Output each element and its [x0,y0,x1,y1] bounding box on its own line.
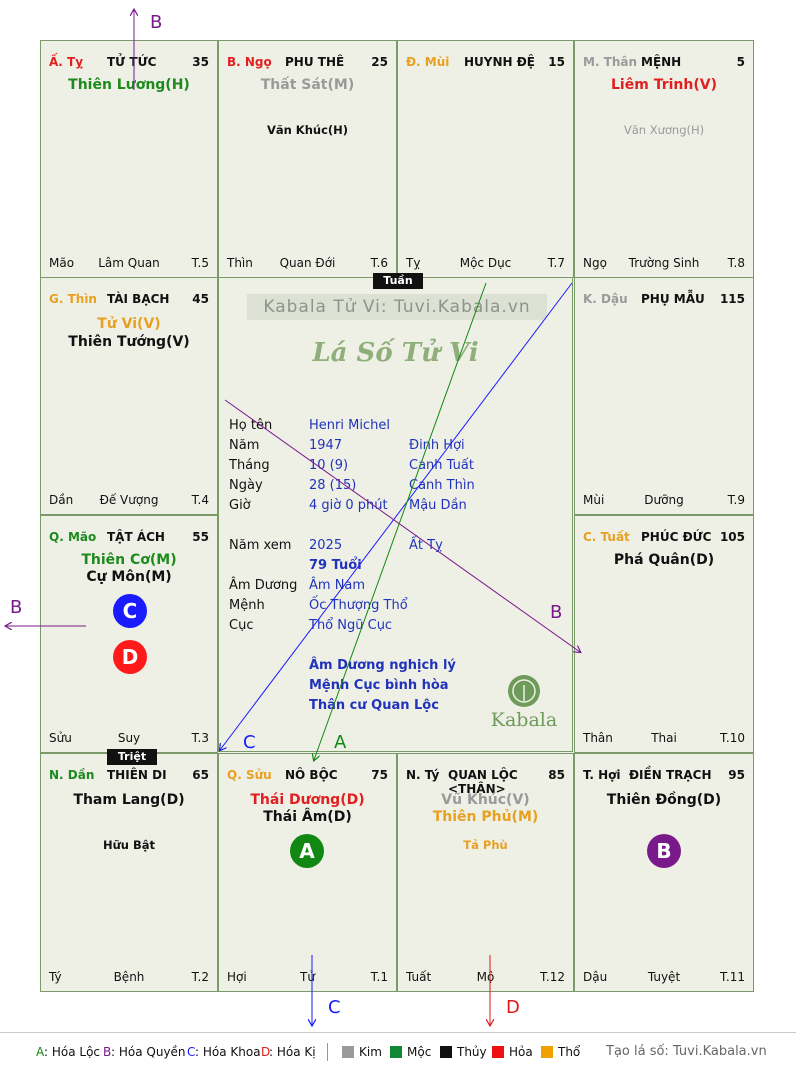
palace-name: TẬT ÁCH [107,530,165,544]
branch: Thìn [227,256,253,270]
palace-name: PHỤ MẪU [641,292,705,306]
can-chi: C. Tuất [583,530,630,544]
note-1: Âm Dương nghịch lý [309,658,456,673]
branch: Mão [49,256,75,270]
palace-name: THIÊN DI [107,768,167,782]
branch: Ngọ [583,256,607,270]
can-chi: Đ. Mùi [406,55,450,69]
stage: Quan Đới [279,256,336,270]
triet-marker: Triệt [107,749,157,765]
value-am-duong: Âm Nam [309,578,366,593]
value-year-view: 2025 [309,538,343,553]
main-star: Phá Quân(D) [613,552,715,568]
tuan-index: T.4 [191,493,209,507]
can-chi: N. Dần [49,768,95,782]
tuan-index: T.9 [727,493,745,507]
main-star: Liêm Trinh(V) [611,77,717,93]
stage: Tử [300,970,315,984]
value-age: 79 Tuổi [309,558,362,573]
brand-banner: Kabala Tử Vi: Tuvi.Kabala.vn [247,294,547,320]
value-day-can: Canh Thìn [409,478,475,493]
minor-star: Tả Phù [463,838,508,852]
can-chi: Q. Sửu [227,768,272,782]
arrow-label-a-diag: A [334,732,347,753]
label-year: Năm [229,438,260,453]
tuan-index: T.8 [727,256,745,270]
can-chi: B. Ngọ [227,55,272,69]
value-day: 28 (15) [309,478,357,493]
palace-number: 95 [728,768,745,782]
legend-hoa-loc: : Hóa Lộc [44,1045,101,1059]
value-hour: 4 giờ 0 phút [309,498,388,513]
legend-kim: Kim [359,1045,382,1059]
label-hour: Giờ [229,498,251,513]
palace-number: 115 [719,292,745,306]
legend-key-d: D [261,1045,271,1059]
legend-tho: Thổ [558,1045,581,1059]
palace-name: NÔ BỘC [285,768,338,782]
palace-name: TỬ TỨC [107,55,157,69]
tuan-index: T.12 [540,970,565,984]
stage: Tuyệt [647,970,681,984]
badge-c: C [113,594,147,628]
value-year-view-can: Ất Tỵ [409,538,443,553]
legend-hoa-ki: : Hóa Kị [269,1045,316,1059]
palace-number: 55 [192,530,209,544]
branch: Thân [583,731,613,745]
palace-name: TÀI BẠCH [107,292,170,306]
label-menh: Mệnh [229,598,265,613]
palace-name: HUYNH ĐỆ [464,55,535,69]
branch: Dần [49,493,74,507]
palace-name: PHU THÊ [285,55,345,69]
main-star: Tử Vi(V) [97,316,161,332]
can-chi: N. Tý [406,768,440,782]
chart-title: Lá Số Tử Vi [312,338,479,368]
value-cuc: Thổ Ngũ Cục [309,618,393,633]
main-star: Thiên Đồng(D) [606,792,722,808]
legend-key-b: B [103,1045,112,1059]
label-month: Tháng [229,458,270,473]
legend-thuy: Thủy [457,1045,487,1059]
badge-a: A [290,834,324,868]
tuan-index: T.2 [191,970,209,984]
stage: Mộ [476,970,495,984]
main-star: Cự Môn(M) [86,569,172,585]
branch: Tuất [406,970,432,984]
value-year: 1947 [309,438,343,453]
value-hour-can: Mậu Dần [409,498,467,513]
palace-number: 35 [192,55,209,69]
legend-hoa-khoa: : Hóa Khoa [195,1045,261,1059]
palace-name: QUAN LỘC <THÂN> [448,768,518,796]
main-star: Thiên Tướng(V) [68,334,190,350]
main-star: Thiên Cơ(M) [81,552,177,568]
label-day: Ngày [229,478,263,493]
arrow-a-diag [314,283,486,760]
label-cuc: Cục [229,618,254,633]
arrow-c-diag [220,283,572,750]
note-3: Thân cư Quan Lộc [309,698,439,713]
tuan-index: T.3 [191,731,209,745]
palace-number: 15 [548,55,565,69]
stage: Dưỡng [644,493,684,507]
tuan-index: T.10 [720,731,745,745]
stage: Trường Sinh [628,256,700,270]
stage: Mộc Dục [459,256,512,270]
main-star: Thái Âm(D) [263,809,352,825]
branch: Tỵ [406,256,421,270]
arrow-label-d-bottom: D [506,997,520,1018]
can-chi: Q. Mão [49,530,97,544]
site-link[interactable]: Tạo lá số: Tuvi.Kabala.vn [606,1044,767,1059]
can-chi: G. Thìn [49,292,97,306]
tuan-marker: Tuần [373,273,423,289]
branch: Hợi [227,970,247,984]
minor-star: Văn Khúc(H) [266,123,349,137]
tuan-index: T.5 [191,256,209,270]
can-chi: T. Hợi [583,768,621,782]
arrow-label-c-diag: C [243,732,256,753]
legend-key-a: A [36,1045,45,1059]
arrow-label-b-left: B [10,597,23,618]
can-chi: M. Thân [583,55,638,69]
main-star: Thiên Lương(H) [68,77,190,93]
note-2: Mệnh Cục bình hòa [309,678,449,693]
tuan-index: T.6 [370,256,388,270]
main-star: Thất Sát(M) [260,77,355,93]
stage: Suy [117,731,141,745]
palace-number: 25 [371,55,388,69]
can-chi: K. Dậu [583,292,628,306]
value-name: Henri Michel [309,418,390,433]
stage: Bệnh [113,970,145,984]
minor-star: Văn Xương(H) [623,123,705,137]
palace-number: 5 [736,55,745,69]
branch: Dậu [583,970,608,984]
logo-text: Kabala [490,709,558,731]
main-star: Thái Dương(D) [250,792,365,808]
arrow-b-diag [225,400,580,652]
legend-moc: Mộc [407,1045,432,1059]
label-am-duong: Âm Dương [229,578,298,593]
badge-b: B [647,834,681,868]
palace-name: PHÚC ĐỨC [641,530,712,544]
arrow-label-b-top: B [150,12,163,33]
label-name: Họ tên [229,418,273,433]
value-year-can: Đinh Hợi [409,438,465,453]
branch: Tý [49,970,62,984]
tuan-index: T.1 [370,970,388,984]
stage: Lâm Quan [98,256,160,270]
tuan-index: T.11 [720,970,745,984]
stage: Đế Vượng [99,493,159,507]
legend-hoa: Hỏa [509,1045,533,1059]
value-month-can: Canh Tuất [409,458,474,473]
stage: Thai [651,731,677,745]
label-year-view: Năm xem [229,538,292,553]
legend-hoa-quyen: : Hóa Quyền [111,1045,186,1059]
palace-number: 45 [192,292,209,306]
branch: Sửu [49,731,72,745]
palace-number: 65 [192,768,209,782]
branch: Mùi [583,493,605,507]
tuan-index: T.7 [547,256,565,270]
main-star: Vũ Khúc(V) [441,792,530,808]
minor-star: Hữu Bật [102,838,156,852]
legend-key-c: C [187,1045,196,1059]
palace-name: MỆNH [641,55,682,69]
main-star: Thiên Phủ(M) [432,809,539,825]
badge-d: D [113,640,147,674]
can-chi: Ấ. Tỵ [49,55,84,69]
value-menh: Ốc Thượng Thổ [309,598,408,613]
palace-number: 75 [371,768,388,782]
palace-number: 105 [719,530,745,544]
palace-number: 85 [548,768,565,782]
palace-name: ĐIỀN TRẠCH [629,768,712,782]
main-star: Tham Lang(D) [73,792,185,808]
value-month: 10 (9) [309,458,349,473]
arrow-label-c-bottom: C [328,997,341,1018]
arrow-label-b-diag: B [550,602,563,623]
